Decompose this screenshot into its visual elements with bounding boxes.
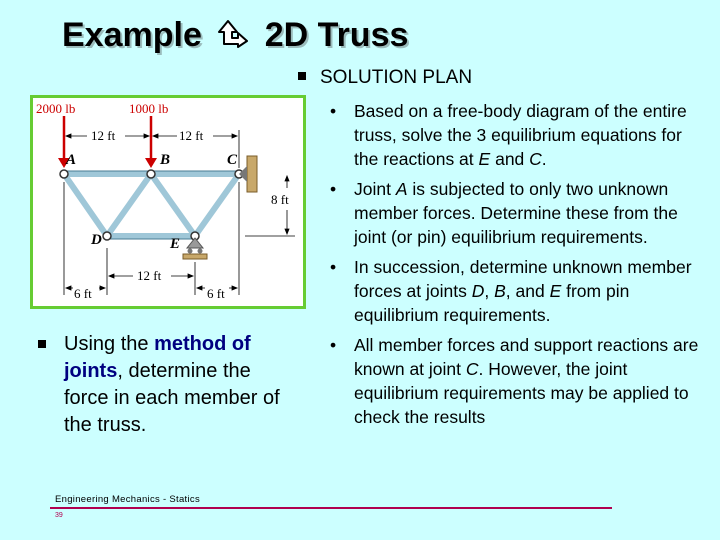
joint-label-e: E [170,236,181,252]
dim-height: 8 ft [271,192,289,207]
footer-divider [50,507,612,509]
load-label-a: 2000 lb [36,101,76,116]
member-db [107,174,151,236]
truss-members [64,174,239,236]
solution-steps-list [326,99,701,435]
list-item: • In succession, determine unknown member forces at joints D, B, and E from pin equilibrium requirements. [326,255,701,327]
square-bullet-icon [38,340,46,348]
dim-bottom-left: 6 ft [74,286,92,301]
method-of-joints-term: method of joints [64,333,251,382]
joint-label-d: D [91,232,102,248]
joint-d-pin [103,232,111,240]
dim-top-1: 12 ft [91,128,116,143]
title-part-1: Example [62,16,202,54]
joint-label-b: B [160,152,171,168]
page-number: 39 [55,512,63,519]
roller-support [183,238,207,259]
dim-bottom-de: 12 ft [137,268,162,283]
load-label-b: 1000 lb [129,101,169,116]
dim-top-2: 12 ft [179,128,204,143]
member-be [151,174,195,236]
square-bullet-icon [298,72,306,80]
list-item: • Joint A is subjected to only two unknown member forces. Determine these from the joint (or pin) equilibrium requirements. [326,177,701,249]
wall-support [239,156,257,192]
slide-title [62,16,408,55]
joint-label-c: C [227,152,238,168]
solution-plan-heading: SOLUTION PLAN [298,67,472,89]
dim-bottom-right: 6 ft [207,286,225,301]
method-description: Using the method of joints, determine the force in each member of the truss. [36,331,296,439]
footer-course-name: Engineering Mechanics - Statics [55,494,201,505]
member-ec [195,174,239,236]
list-item: • Based on a free-body diagram of the entire truss, solve the 3 equilibrium equations for the reactions at E and C. [326,99,701,171]
hollow-arrow-icon [211,16,255,55]
joint-a-pin [60,170,68,178]
member-ad [64,174,107,236]
list-item: • All member forces and support reactions are known at joint C. However, the joint equilibrium requirements may be applied to check the results [326,333,701,429]
joint-label-a: A [66,152,77,168]
joint-b-pin [147,170,155,178]
truss-figure [30,95,306,309]
title-part-2: 2D Truss [264,16,409,54]
